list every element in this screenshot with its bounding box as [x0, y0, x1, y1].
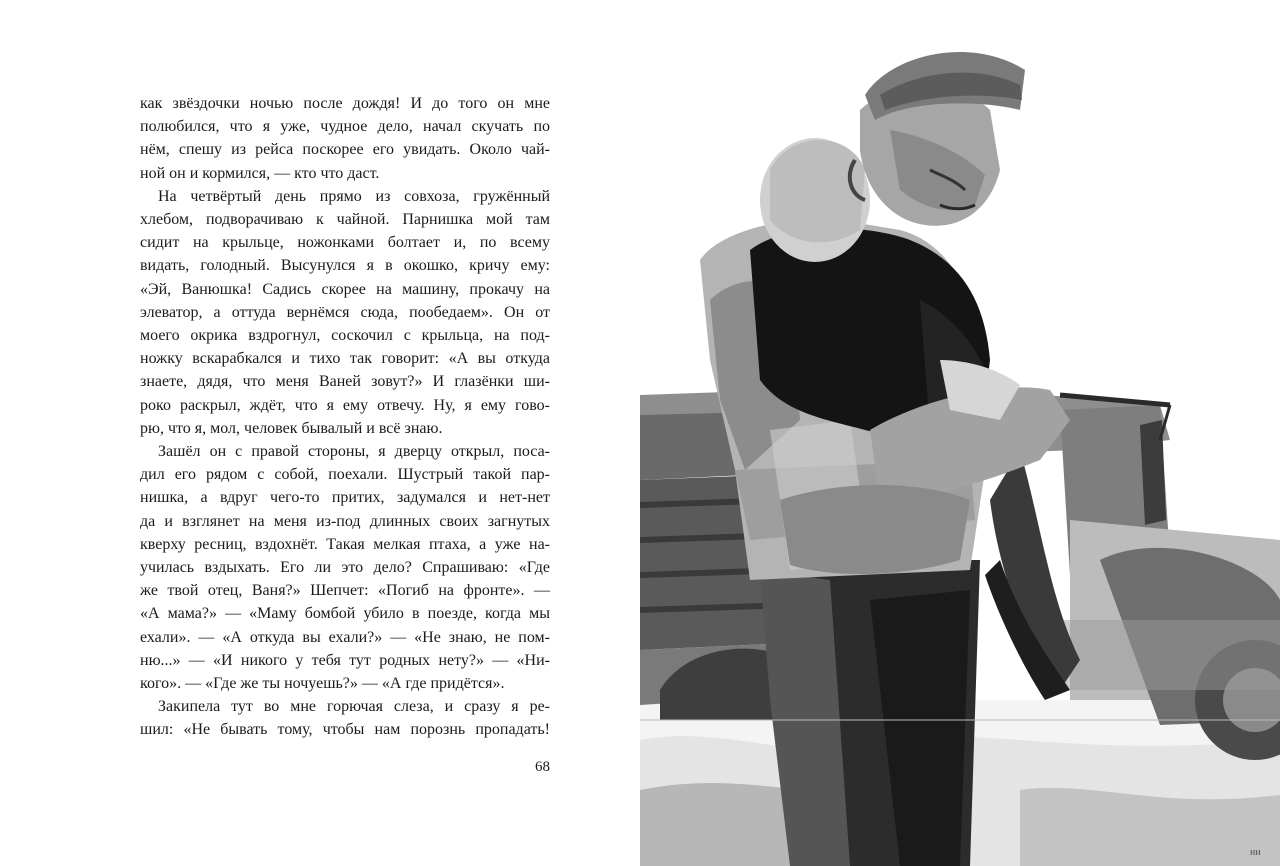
- text-line: роко раскрыл, ждёт, что я ему отвечу. Ну, я ему гово-: [140, 396, 550, 414]
- illustration-page: [640, 0, 1280, 866]
- text-line: кверху ресниц, вздохнёт. Такая мелкая птаха, а уже на-: [140, 535, 550, 553]
- text-line: «А мама?» — «Маму бомбой убило в поезде, когда мы: [140, 605, 550, 623]
- text-line: училась вздыхать. Его ли это дело? Спрашиваю: «Где: [140, 559, 550, 577]
- text-line: же твой отец, Ваня?» Шепчет: «Погиб на фронте». —: [140, 582, 550, 600]
- text-line: дил его рядом с собой, поехали. Шустрый такой пар-: [140, 466, 550, 484]
- text-line: ной он и кормился, — кто что даст.: [140, 164, 380, 182]
- text-line: шил: «Не бывать тому, чтобы нам порознь пропадать!: [140, 721, 550, 739]
- text-line: нишка, а вдруг чего-то притих, задумался и нет-нет: [140, 489, 550, 507]
- body-text: [140, 92, 550, 742]
- text-line: Зашёл он с правой стороны, я дверцу открыл, поса-: [158, 443, 550, 461]
- text-line: хлебом, подворачиваю к чайной. Парнишка мой там: [140, 211, 550, 229]
- text-line: элеватор, а оттуда вернёмся сюда, пообедаем». Он от: [140, 303, 550, 321]
- text-line: сидит на крыльце, ножонками болтает и, по всему: [140, 234, 550, 252]
- text-block: [140, 92, 550, 742]
- text-line: моего окрика вздрогнул, соскочил с крыльца, на под-: [140, 327, 550, 345]
- page-number: 68: [535, 759, 550, 775]
- text-line: да и взглянет на меня из-под длинных своих загнутых: [140, 512, 550, 530]
- text-line: знаете, дядя, что меня Ваней зовут?» И глазёнки ши-: [140, 373, 550, 391]
- artist-mark: ни: [1250, 847, 1261, 858]
- text-line: Закипела тут во мне горючая слеза, и сразу я ре-: [158, 698, 550, 716]
- text-line: ножку вскарабкался и тихо так говорит: «А вы откуда: [140, 350, 550, 368]
- text-line: ехали». — «А откуда вы ехали?» — «Не знаю, не пом-: [140, 628, 550, 646]
- text-line: как звёздочки ночью после дождя! И до того он мне: [140, 95, 550, 112]
- illustration: [640, 0, 1280, 866]
- text-line: На четвёртый день прямо из совхоза, гружённый: [158, 187, 550, 205]
- text-line: видать, голодный. Высунулся я в окошко, кричу ему:: [140, 257, 550, 275]
- text-line: ню...» — «И никого у тебя тут родных нету?» — «Ни-: [140, 651, 550, 669]
- text-line: «Эй, Ванюшка! Садись скорее на машину, прокачу на: [140, 280, 550, 298]
- text-line: нём, спешу из рейса поскорее его увидать. Около чай-: [140, 141, 550, 159]
- text-line: полюбился, что я уже, чудное дело, начал скучать по: [140, 118, 550, 136]
- text-line: рю, что я, мол, человек бывалый и всё знаю.: [140, 419, 443, 437]
- text-line: кого». — «Где же ты ночуешь?» — «А где придётся».: [140, 675, 505, 693]
